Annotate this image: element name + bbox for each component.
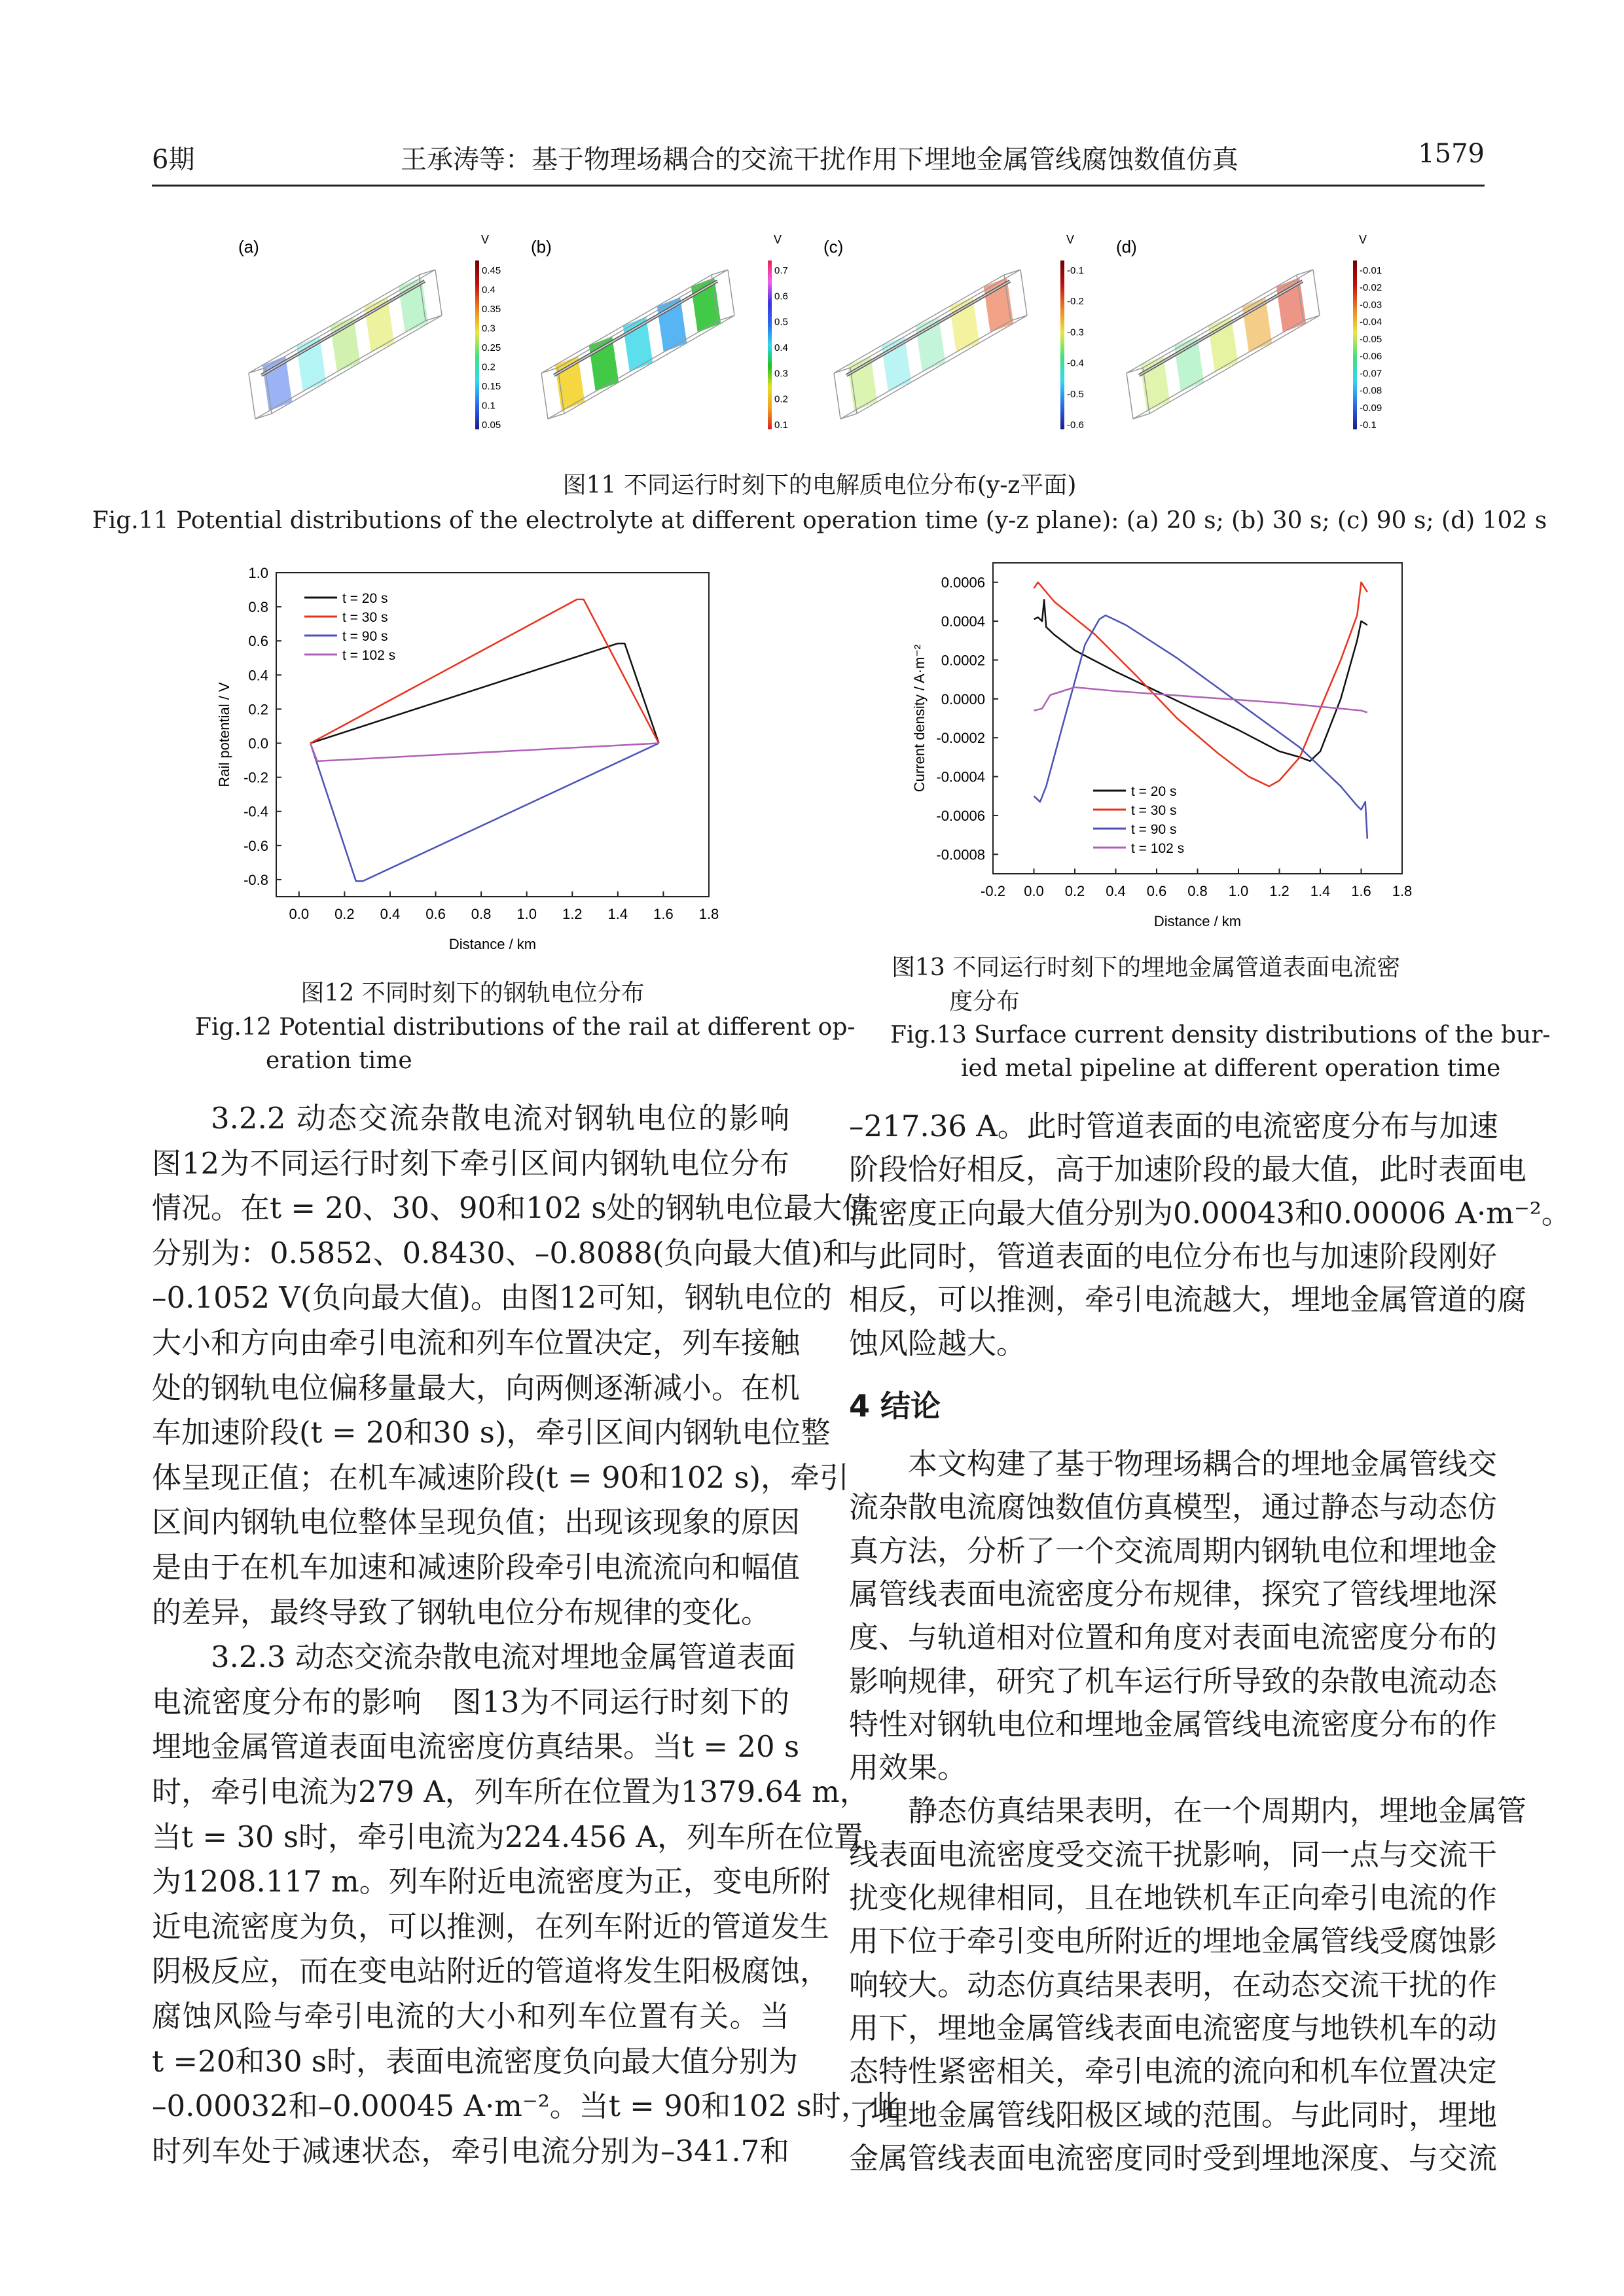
text-line: 3.2.2 动态交流杂散电流对钢轨电位的影响 [211,1101,789,1136]
legend-label: t = 30 s [1131,803,1177,818]
x-tick-label: 1.4 [1310,883,1331,899]
chart-rail-potential [196,550,746,969]
x-tick-label: 1.6 [1351,883,1371,899]
text-line: 度、与轨道相对位置和角度对表面电流密度分布的 [849,1620,1498,1655]
text-line: 3.2.3 动态交流杂散电流对埋地金属管道表面 [211,1640,796,1675]
text-line: 了埋地金属管线阳极区域的范围。与此同时，埋地 [849,2097,1498,2132]
colorbar-tick: -0.06 [1360,351,1382,363]
y-tick-label: -0.4 [244,803,268,820]
legend-label: t = 90 s [342,629,388,644]
potential-panel [223,223,517,445]
domain-edge [249,275,419,373]
colorbar-tick: 0.45 [482,265,501,276]
panel-label: (d) [1116,237,1137,257]
text-line: 分别为：0.5852、0.8430、–0.8088(负向最大值)和 [152,1235,852,1270]
text-line: 与此同时，管道表面的电位分布也与加速阶段刚好 [849,1238,1498,1274]
series-line [1034,583,1367,787]
y-tick-label: 0.0 [248,735,268,752]
text-line: 时列车处于减速状态，牵引电流分别为–341.7和 [152,2133,789,2168]
y-tick-label: -0.2 [244,769,268,786]
colorbar-tick: -0.07 [1360,368,1382,380]
text-line: 阶段恰好相反，高于加速阶段的最大值，此时表面电 [849,1152,1527,1187]
y-tick-label: 0.6 [248,633,268,650]
series-line [310,744,659,761]
colorbar-tick: 0.05 [482,420,501,431]
series-line [1034,687,1367,713]
domain-edge [541,373,548,419]
panel-label: (a) [238,237,259,257]
header-rule [152,185,1485,187]
x-tick-label: 0.0 [289,906,310,922]
chart-current-density [897,550,1447,942]
x-tick-label: 0.2 [334,906,355,922]
colorbar-tick: 0.3 [482,323,496,334]
colorbar-tick: -0.04 [1360,316,1382,328]
text-line: 为1208.117 m。列车附近电流密度为正，变电所附 [152,1864,831,1899]
colorbar-tick: -0.5 [1067,388,1084,400]
domain-edge [728,270,734,315]
legend-label: t = 102 s [342,648,396,663]
colorbar-tick: -0.01 [1360,265,1382,276]
colorbar [475,260,479,429]
text-line: 影响规律，研究了机车运行所导致的杂散电流动态 [849,1663,1498,1698]
series-line [310,744,659,882]
colorbar-tick: 0.15 [482,381,501,392]
domain-edge [272,315,442,414]
text-line: 用下，埋地金属管线表面电流密度与地铁机车的动 [849,2010,1498,2045]
colorbar [768,260,772,429]
colorbar-tick: 0.6 [774,291,788,302]
fig11-caption-cn: 图11 不同运行时刻下的电解质电位分布(y-z平面) [562,472,1077,499]
fig13-caption-cn-1: 图13 不同运行时刻下的埋地金属管道表面电流密 [892,954,1401,981]
domain-edge [1127,275,1297,373]
text-line: 腐蚀风险与牵引电流的大小和列车位置有关。当 [152,1999,789,2034]
y-tick-label: 0.0004 [941,613,985,630]
x-tick-label: 0.4 [1106,883,1126,899]
text-line: 大小和方向由牵引电流和列车位置决定，列车接触 [152,1325,801,1360]
colorbar-tick: 0.35 [482,304,501,315]
page-number: 1579 [1418,139,1485,169]
x-tick-label: 1.2 [1269,883,1290,899]
text-line: 阴极反应，而在变电站附近的管道将发生阳极腐蚀， [152,1954,830,1989]
text-line: 真方法，分析了一个交流周期内钢轨电位和埋地金 [849,1533,1498,1568]
y-tick-label: 0.0000 [941,691,985,708]
x-tick-label: 1.0 [1228,883,1249,899]
text-line: 时，牵引电流为279 A，列车所在位置为1379.64 m， [152,1774,869,1809]
panel-label: (c) [823,237,844,257]
text-line: 图12为不同运行时刻下牵引区间内钢轨电位分布 [152,1145,789,1181]
x-tick-label: 1.8 [1392,883,1413,899]
y-tick-label: 0.0002 [941,652,985,669]
text-line: 是由于在机车加速和减速阶段牵引电流流向和幅值 [152,1550,801,1585]
domain-edge [857,315,1027,414]
colorbar-unit: V [774,233,782,246]
colorbar-tick: 0.4 [774,342,788,353]
colorbar-tick: -0.6 [1067,420,1084,431]
series-line [1034,600,1367,761]
text-line: 车加速阶段(t = 20和30 s)，牵引区间内钢轨电位整 [152,1415,831,1450]
colorbar [1353,260,1357,429]
text-line: 线表面电流密度受交流干扰影响，同一点与交流干 [849,1837,1498,1872]
text-line: 响较大。动态仿真结果表明，在动态交流干扰的作 [849,1967,1498,2002]
figure-11 [223,223,1414,445]
colorbar-tick: -0.3 [1067,327,1084,338]
y-tick-label: -0.0002 [936,730,985,747]
text-line: 静态仿真结果表明，在一个周期内，埋地金属管 [908,1793,1527,1829]
colorbar-tick: -0.03 [1360,299,1382,311]
issue-number: 6期 [152,145,195,175]
y-tick-label: 0.8 [248,599,268,616]
colorbar-tick: 0.7 [774,265,788,276]
colorbar-tick: -0.1 [1360,420,1377,431]
x-tick-label: 1.6 [653,906,674,922]
text-line: 体呈现正值；在机车减速阶段(t = 90和102 s)，牵引 [152,1460,850,1495]
text-line: 埋地金属管道表面电流密度仿真结果。当t = 20 s [152,1729,800,1765]
fig13-caption-cn-2: 度分布 [949,988,1020,1015]
y-tick-label: -0.8 [244,871,268,888]
y-axis-label: Current density / A·m⁻² [911,644,928,793]
colorbar-tick: -0.09 [1360,402,1382,414]
x-tick-label: 0.4 [380,906,401,922]
text-line: –0.00032和–0.00045 A·m⁻²。当t = 90和102 s时，此 [152,2089,900,2124]
colorbar-tick: 0.3 [774,368,788,380]
text-line: 特性对钢轨电位和埋地金属管线电流密度分布的作 [849,1706,1498,1742]
text-line: 的差异，最终导致了钢轨电位分布规律的变化。 [152,1594,771,1630]
y-tick-label: 0.2 [248,701,268,718]
potential-panel [808,223,1102,445]
text-line: 蚀风险越大。 [849,1325,1026,1361]
text-line: 金属管线表面电流密度同时受到埋地深度、与交流 [849,2140,1498,2176]
colorbar-tick: 0.1 [774,420,788,431]
legend-label: t = 90 s [1131,822,1177,837]
potential-panel [515,223,810,445]
x-axis-label: Distance / km [1153,913,1242,929]
text-line: 流杂散电流腐蚀数值仿真模型，通过静态与动态仿 [849,1490,1498,1525]
panel-label: (b) [531,237,552,257]
domain-edge [1149,315,1320,414]
text-line: 态特性紧密相关，牵引电流的流向和机车位置决定 [849,2054,1498,2089]
y-tick-label: -0.0008 [936,846,985,863]
domain-edge [541,275,712,373]
text-line: t =20和30 s时，表面电流密度负向最大值分别为 [152,2043,799,2079]
domain-edge [834,373,840,419]
x-tick-label: 1.4 [607,906,628,922]
domain-edge [1313,270,1320,315]
series-line [1034,615,1367,838]
colorbar-tick: 0.1 [482,400,496,412]
domain-edge [249,373,255,419]
y-tick-label: 1.0 [248,565,268,581]
x-tick-label: 0.0 [1024,883,1044,899]
potential-panel [1100,223,1395,445]
legend-label: t = 20 s [1131,784,1177,799]
plot-frame [993,563,1402,874]
y-tick-label: 0.0006 [941,574,985,591]
y-tick-label: -0.0004 [936,768,985,785]
y-tick-label: -0.6 [244,837,268,854]
fig13-caption-en-1: Fig.13 Surface current density distributions of the bur- [890,1022,1551,1049]
plot-frame [276,573,709,897]
text-line: 流密度正向最大值分别为0.00043和0.00006 A·m⁻²。 [849,1195,1571,1230]
y-tick-label: -0.0006 [936,807,985,824]
colorbar-tick: 0.5 [774,316,788,328]
colorbar-tick: -0.1 [1067,265,1084,276]
text-line: 区间内钢轨电位整体呈现负值；出现该现象的原因 [152,1505,801,1540]
text-line: 当t = 30 s时，牵引电流为224.456 A，列车所在位置 [152,1819,863,1854]
colorbar-unit: V [1066,233,1075,246]
y-tick-label: 0.4 [248,667,268,684]
fig13-caption-en-2: ied metal pipeline at different operation time [961,1055,1501,1082]
x-tick-label: 1.8 [698,906,719,922]
text-line: 相反，可以推测，牵引电流越大，埋地金属管道的腐 [849,1282,1527,1318]
colorbar-tick: 0.2 [482,361,496,373]
x-tick-label: 1.2 [562,906,583,922]
x-tick-label: 0.6 [1146,883,1167,899]
fig11-caption-en: Fig.11 Potential distributions of the electrolyte at different operation time (y-z plane): (a) 20 s; (b) 30 s; (c) 90 s; (d) 102 s [92,507,1547,534]
x-tick-label: 0.2 [1064,883,1085,899]
colorbar-unit: V [1359,233,1367,246]
domain-edge [1020,270,1027,315]
text-line: 电流密度分布的影响 图13为不同运行时刻下的 [152,1684,789,1719]
text-line: 处的钢轨电位偏移量最大，向两侧逐渐减小。在机 [152,1370,801,1405]
colorbar-tick: -0.4 [1067,357,1084,369]
text-line: 用下位于牵引变电所附近的埋地金属管线受腐蚀影 [849,1924,1498,1959]
domain-edge [435,270,442,315]
legend-label: t = 102 s [1131,841,1185,856]
domain-edge [564,315,734,414]
x-tick-label: 1.0 [516,906,537,922]
x-tick-label: 0.6 [425,906,446,922]
colorbar-tick: 0.4 [482,284,496,296]
x-tick-label: -0.2 [981,883,1005,899]
text-line: –217.36 A。此时管道表面的电流密度分布与加速 [849,1109,1498,1143]
legend-label: t = 20 s [342,591,388,606]
text-line: 扰变化规律相同，且在地铁机车正向牵引电流的作 [849,1880,1498,1915]
legend-label: t = 30 s [342,610,388,625]
text-line: 用效果。 [849,1750,967,1785]
text-line: 属管线表面电流密度分布规律，探究了管线埋地深 [849,1576,1498,1611]
text-line: –0.1052 V(负向最大值)。由图12可知，钢轨电位的 [152,1280,833,1316]
text-line: 本文构建了基于物理场耦合的埋地金属管线交 [908,1446,1498,1481]
fig12-caption-en-1: Fig.12 Potential distributions of the rail at different op- [195,1014,856,1041]
colorbar-tick: 0.2 [774,393,788,405]
y-axis-label: Rail potential / V [216,682,232,787]
colorbar-tick: -0.05 [1360,333,1382,345]
x-axis-label: Distance / km [448,936,537,952]
fig12-caption-cn: 图12 不同时刻下的钢轨电位分布 [300,980,645,1007]
colorbar-tick: -0.2 [1067,296,1084,308]
section-heading-conclusion: 4 结论 [849,1388,941,1424]
colorbar-tick: -0.02 [1360,282,1382,294]
x-tick-label: 0.8 [1187,883,1208,899]
running-title: 王承涛等：基于物理场耦合的交流干扰作用下埋地金属管线腐蚀数值仿真 [401,145,1238,175]
x-tick-label: 0.8 [471,906,492,922]
domain-edge [1127,373,1133,419]
colorbar-tick: 0.25 [482,342,501,353]
text-line: 近电流密度为负，可以推测，在列车附近的管道发生 [152,1909,830,1944]
domain-edge [834,275,1004,373]
colorbar [1060,260,1064,429]
text-line: 情况。在t = 20、30、90和102 s处的钢轨电位最大值 [152,1191,872,1226]
colorbar-unit: V [481,233,490,246]
colorbar-tick: -0.08 [1360,385,1382,397]
fig12-caption-en-2: eration time [266,1047,412,1074]
